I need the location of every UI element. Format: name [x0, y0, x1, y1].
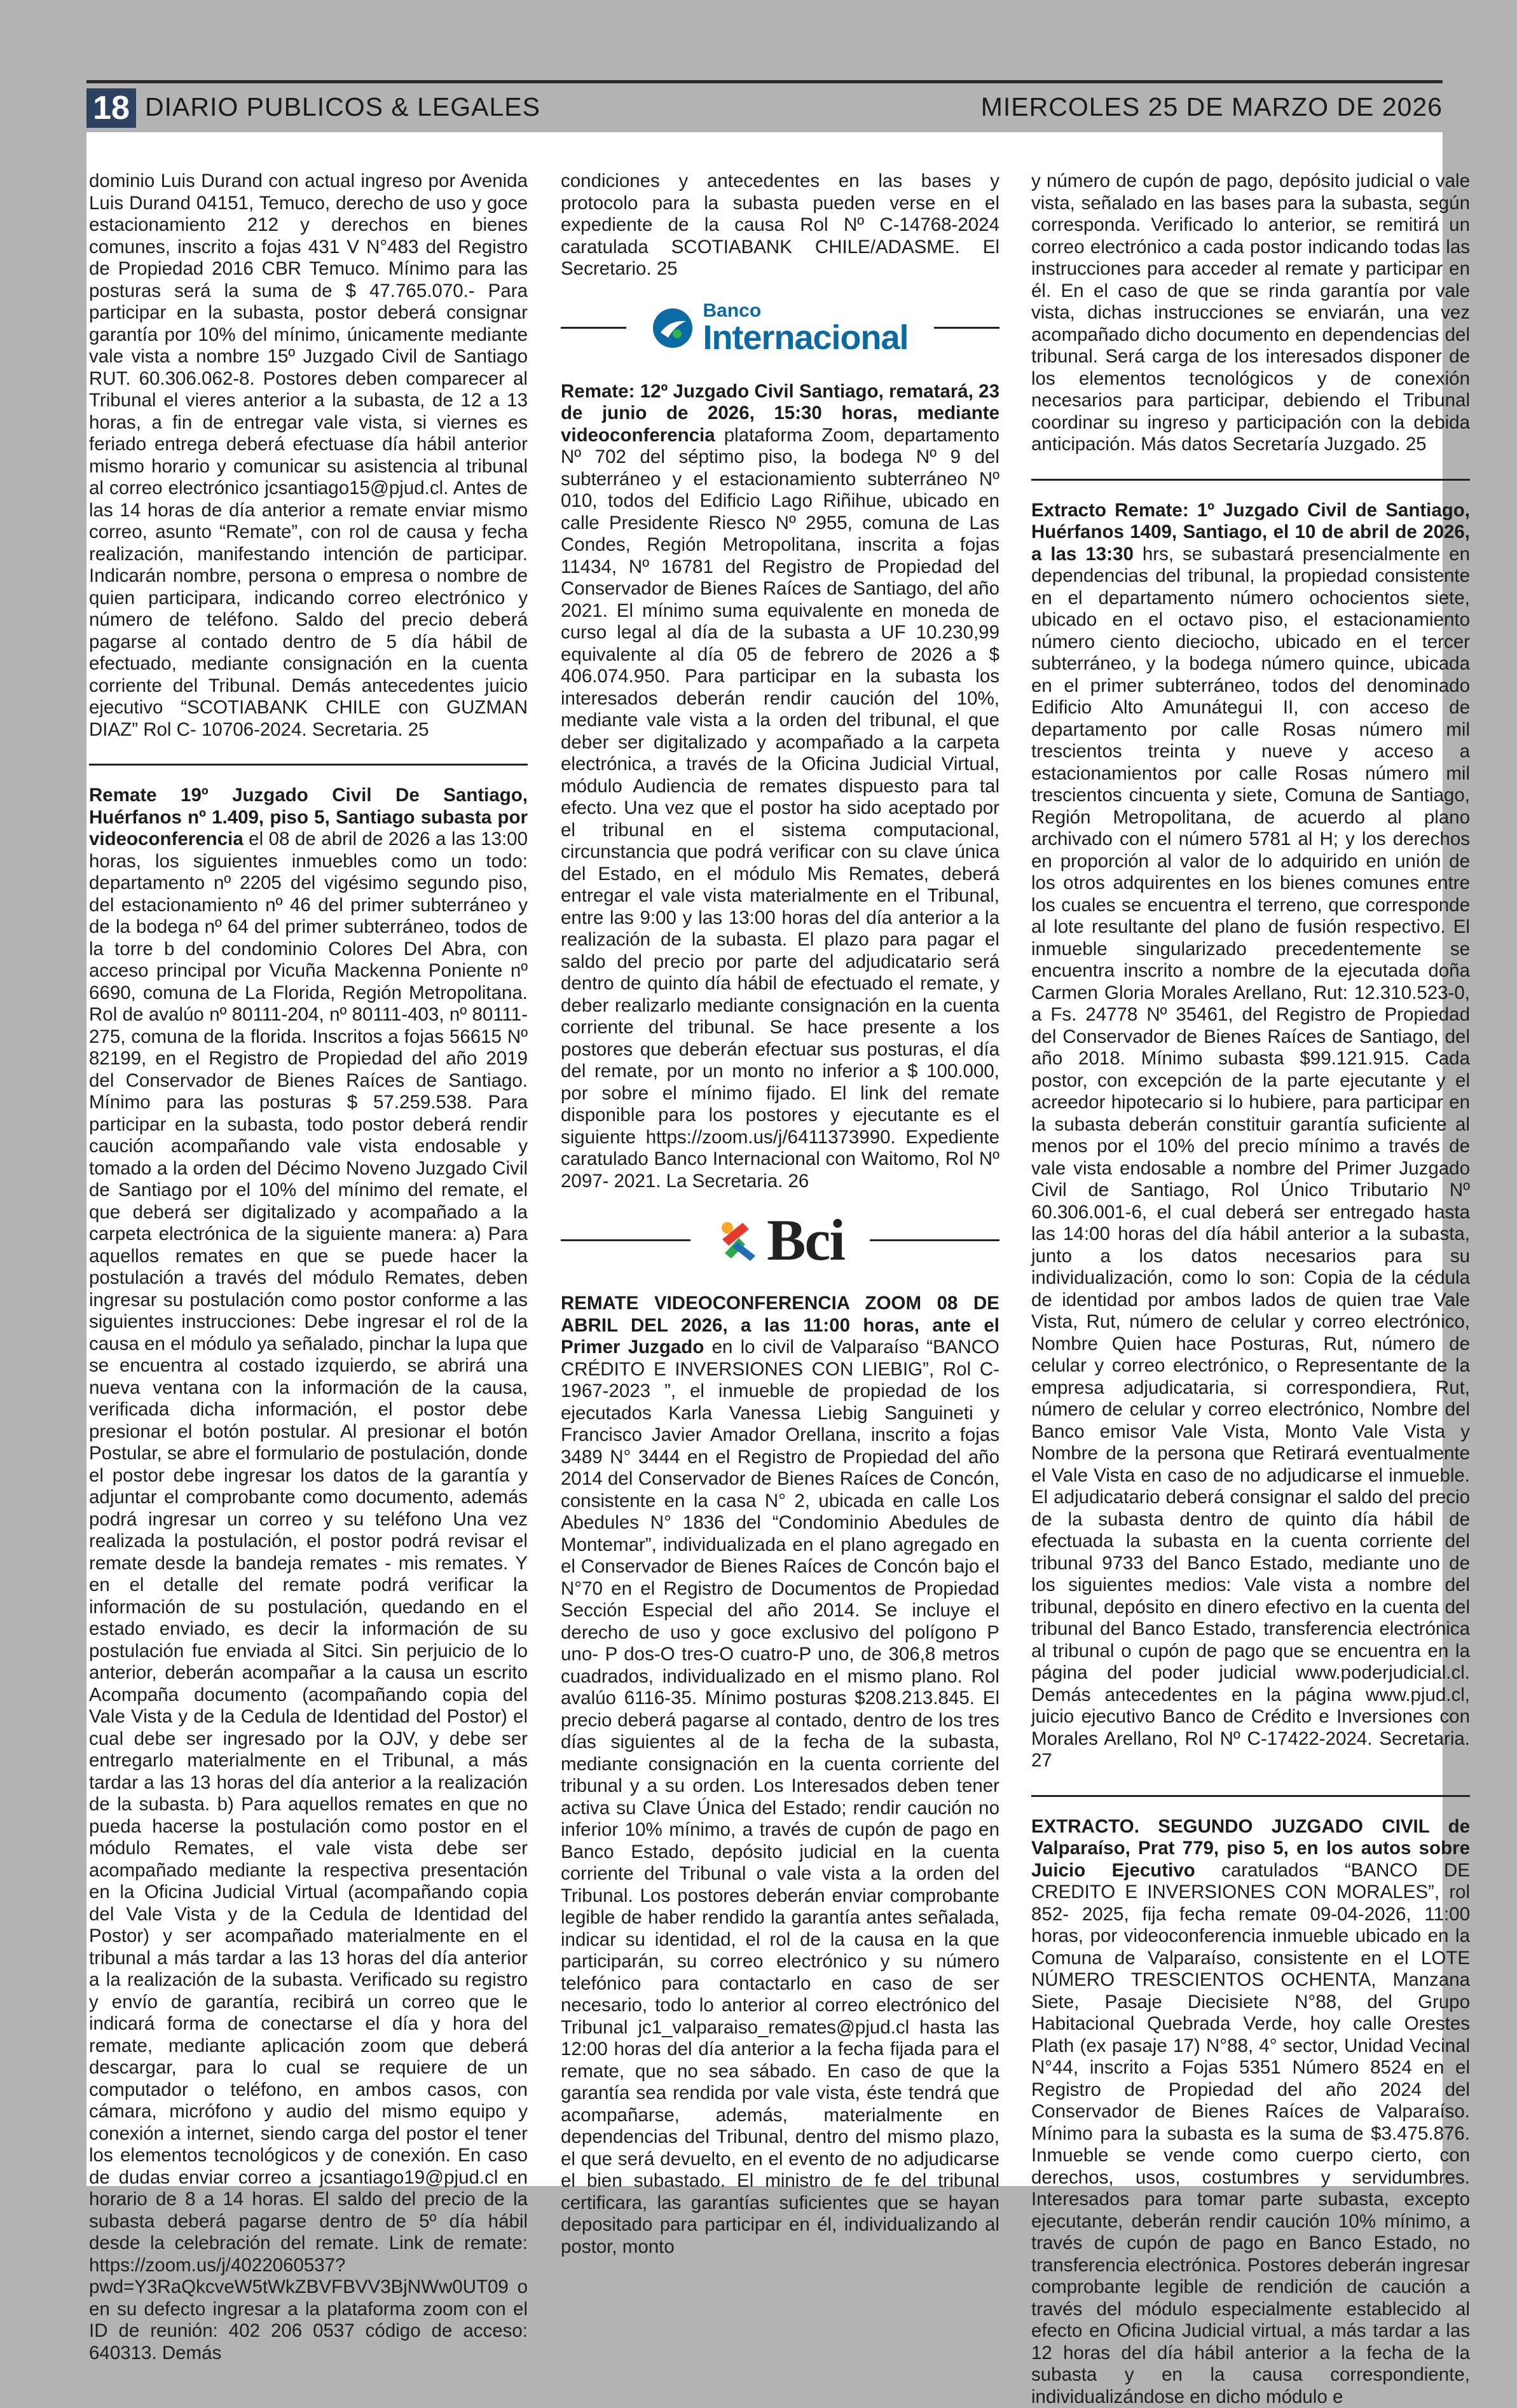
notice-body: en lo civil de Valparaíso “BANCO CRÉDITO E INVERSIONES CON LIEBIG”, Rol C-1967-2023 ”, el inmueble de propiedad de los ejecutados Karla Vanessa Liebig Sanguineti y Francisco Javier Amador Orellana, inscrito a fojas 3489 N° 3444 en el Registro de Propiedad del año 2014 del Conservador de Bienes Raíces de Concón, consistente en la casa N° 2, ubicada en calle Los Abedules N° 1836 del “Condominio Abedules de Montemar”, individualizada en el plano agregado en el Conservador de Bienes Raíces de Concón bajo el N°70 en el Registro de Documentos de Propiedad Sección Especial del año 2014. Se incluye el derecho de uso y goce exclusivo del polígono P uno- P dos-O tres-O cuatro-P uno, de 306,8 metros cuadrados, individualizado en el mismo plano. Rol avalúo 6116-35. Mínimo posturas $208.213.845. El precio deberá pagarse al contado, dentro de los tres días siguientes al de la fecha de la subasta, mediante consignación en la cuenta corriente del tribunal y a su orden. Los Interesados deben tener activa su Clave Única del Estado; rendir caución no inferior 10% mínimo, a través de cupón de pago en Banco Estado, depósito judicial en la cuenta corriente del Tribunal o vale vista a la orden del Tribunal. Los postores deberán enviar comprobante legible de haber rendido la garantía antes señalada, indicar su identidad, el rol de la causa en la que participarán, su correo electrónico y su número telefónico para contactarlo en caso de ser necesario, todo lo anterior al correo electrónico del Tribunal jc1_valparaiso_remates@pjud.cl hasta las 12:00 horas del día anterior a la fecha fijada para el remate, que no sea sábado. En caso de que la garantía sea rendida por vale vista, éste tendrá que acompañarse, además, materialmente en dependencias del Tribunal, dentro del mismo plazo, el que será devuelto, en el evento de no adjudicarse el bien subastado. El ministro de fe del tribunal certificara, las garantías suficientes que se hayan depositado para participar en él, individualizando al postor, monto: [561, 1337, 999, 2257]
bci-logo: [690, 1216, 870, 1263]
notice-body: hrs, se subastará presencialmente en dependencias del tribunal, la propiedad consistente en el departamento número ochocientos siete, ubicado en el octavo piso, el estacionamiento número ciento dieciocho, ubicado en el tercer subterráneo, y la bodega número quince, ubicada en el primer subterráneo, todos del denominado Edificio Alto Amunátegui II, con acceso de departamento por calle Rosas número mil trescientos treinta y nueve y acceso a estacionamientos por calle Rosas número mil trescientos cincuenta y siete, Comuna de Santiago, Región Metropolitana, de acuerdo al plano archivado con el número 5781 al H; y los derechos en proporción al valor de lo adquirido en unión de los otros adquirentes en los bienes comunes entre los cuales se encuentra el terreno, que corresponde al lote resultante del plano de fusión respectivo. El inmueble singularizado precedentemente se encuentra inscrito a nombre de la ejecutada doña Carmen Gloria Morales Arellano, Rut: 12.310.523-0, a Fs. 24778 Nº 35461, del Registro de Propiedad del Conservador de Bienes Raíces de Santiago, del año 2018. Mínimo subasta $99.121.915. Cada postor, con excepción de la parte ejecutante y el acreedor hipotecario si lo hubiere, para participar en la subasta deberán constituir garantía suficiente al menos por el 10% del precio mínimo a través de vale vista endosable a nombre del Primer Juzgado Civil de Santiago, Rol Único Tributario Nº 60.306.001-6, el cual deberá ser entregado hasta las 14:00 horas del día hábil anterior a la subasta, junto a los datos necesarios para su individualización, como lo son: Copia de la cédula de identidad por ambos lados de quien trae Vale Vista, Rut, número de celular y correo electrónico, Nombre Quien hace Posturas, Rut, número de celular y correo electrónico, o Representante de la empresa adjudicataria, si correspondiera, Rut, número de celular y correo electrónico, Nombre del Banco emisor Vale Vista, Monto Vale Vista y Nombre de la persona que Retirará eventualmente el Vale Vista en caso de no adjudicarse el inmueble. El adjudicatario deberá consignar el saldo del precio de la subasta dentro de quinto día hábil de efectuada la subasta en la cuenta corriente del tribunal 9733 del Banco Estado, mediante uno de los siguientes medios: Vale vista a nombre del tribunal, depósito en dinero efectivo en la cuenta del tribunal del Banco Estado, transferencia electrónica al tribunal o cupón de pago que se encuentra en la página del poder judicial www.poderjudicial.cl. Demás antecedentes en la página www.pjud.cl, juicio ejecutivo Banco de Crédito e Inversiones con Morales Arellano, Rol Nº C-17422-2024. Secretaria. 27: [1031, 544, 1470, 1772]
publication-title: DIARIO PUBLICOS & LEGALES: [145, 92, 540, 122]
logo-rule-left: [561, 327, 626, 329]
banco-internacional-emblem-icon: [652, 307, 694, 349]
logo-rule-right: [870, 1239, 999, 1241]
notice-continuation: condiciones y antecedentes en las bases y protocolo para la subasta pueden verse en el expediente de la causa Rol Nº C-14768-2024 caratulada SCOTIABANK CHILE/ADASME. El Secretario. 25: [561, 170, 999, 280]
notice-divider: [89, 764, 528, 766]
notice-body: el 08 de abril de 2026 a las 13:00 horas, los siguientes inmuebles como un todo: departamento nº 2205 del vigésimo segundo piso, del estacionamiento nº 46 del primer subterráneo y de la bodega nº 64 del primer subterráneo, todos de la torre b del condominio Colores Del Abra, con acceso principal por Vicuña Mackenna Poniente nº 6690, comuna de La Florida, Región Metropolitana. Rol de avalúo nº 80111-204, nº 80111-403, nº 80111-275, comuna de la florida. Inscritos a fojas 56615 Nº 82199, en el Registro de Propiedad del año 2019 del Conservador de Bienes Raíces de Santiago. Mínimo para las posturas $ 57.259.538. Para participar en la subasta, todo postor deberá rendir caución acompañando vale vista endosable y tomado a la orden del Décimo Noveno Juzgado Civil de Santiago por el 10% del mínimo del remate, el que deberá ser digitalizado y acompañado a la carpeta electrónica de la siguiente manera: a) Para aquellos remates en que se puede hacer la postulación a través del módulo Remates, deben ingresar su postulación como postor conforme a las siguientes instrucciones: Debe ingresar el rol de la causa en el módulo ya señalado, pinchar la lupa que se encuentra al costado izquierdo, se abrirá una nueva ventana con la información de la causa, verificada dicha información, el postor debe presionar el botón postular. Al presionar el botón Postular, se abre el formulario de postulación, donde el postor debe ingresar los datos de la garantía y adjuntar el comprobante como documento, además podrá ingresar un correo y su teléfono Una vez realizada la postulación, el postor podrá revisar el remate desde la bandeja remates - mis remates. Y en el detalle del remate podrá verificar la información de su postulación, quedando en el estado enviado, es decir la información de su postulación fue enviada al Sitci. Sin perjuicio de lo anterior, deberán acompañar a la causa un escrito Acompaña documento (acompañando copia del Vale Vista y de la Cedula de Identidad del Postor) el cual debe ser ingresado por la OJV, y debe ser entregarlo materialmente en el Tribunal, a más tardar a las 13 horas del día anterior a la realización de la subasta. b) Para aquellos remates en que no pueda hacerse la postulación como postor en el módulo Remates, el vale vista debe ser acompañado mediante la respectiva presentación en la Oficina Judicial Virtual (acompañando copia del Vale Vista y de la Cedula de Identidad del Postor) y ser acompañado materialmente en el tribunal a más tardar a las 13 horas del día anterior a la realización de la subasta. Verificado su registro y envío de garantía, recibirá un correo que le indicará forma de conectarse el día y hora del remate, mediante aplicación zoom que deberá descargar, para lo cual se requiere de un computador o teléfono, en ambos casos, con cámara, micrófono y audio del mismo equipo y conexión a internet, siendo carga del postor el tener los elementos tecnológicos y de conexión. En caso de dudas enviar correo a jcsantiago19@pjud.cl en horario de 8 a 14 horas. El saldo del precio de la subasta deberá pagarse dentro de 5º día hábil desde la celebración del remate. Link de remate: https://zoom.us/j/4022060537?pwd=Y3RaQkcveW5tWkZBVFBVV3BjNWw0UT09 o en su defecto ingresar a la plataforma zoom con el ID de reunión: 402 206 0537 código de acceso: 640313. Demás: [89, 829, 528, 2363]
column-2: [561, 170, 999, 2177]
bci-logo-row: [561, 1205, 999, 1275]
notice-remate-19-juzgado: [89, 785, 528, 2364]
notice-body: plataforma Zoom, departamento Nº 702 del séptimo piso, la bodega Nº 9 del subterráneo y el estacionamiento subterráneo Nº 010, todos del Edificio Lago Riñihue, ubicado en calle Presidente Riesco Nº 2955, comuna de Las Condes, Región Metropolitana, inscrita a fojas 11434, Nº 16781 del Registro de Propiedad del Conservador de Bienes Raíces de Santiago, del año 2021. El mínimo suma equivalente en moneda de curso legal al día de la subasta a UF 10.230,99 equivalente al día 05 de febrero de 2026 a $ 406.074.950. Para participar en la subasta los interesados deberán rendir caución del 10%, mediante vale vista a la orden del tribunal, el que deber ser digitalizado y acompañado a la carpeta electrónica, a través de la Oficina Judicial Virtual, módulo Audiencia de remates dispuesto para tal efecto. Una vez que el postor ha sido aceptado por el tribunal en el sistema computacional, circunstancia que podrá verificar con su clave única del Estado, en el módulo Mis Remates, deberá entregar el vale vista materialmente en el Tribunal, entre las 9:00 y las 13:00 horas del día anterior a la realización de la subasta. El plazo para pagar el saldo del precio por parte del adjudicatario será dentro de quinto día hábil de efectuado el remate, y deber realizarlo mediante consignación en la cuenta corriente del tribunal. Se hace presente a los postores que deberán efectuar sus posturas, el día del remate, por un monto no inferior a $ 100.000, por sobre el mínimo fijado. El link del remate disponible para los postores y ejecutante es el siguiente https://zoom.us/j/6411373990. Expediente caratulado Banco Internacional con Waitomo, Rol Nº 2097- 2021. La Secretaria. 26: [561, 425, 999, 1192]
logo-text-banco: Banco: [703, 301, 908, 320]
banco-internacional-logo: [626, 301, 933, 355]
logo-rule-right: [934, 327, 999, 329]
page-header: [86, 80, 1443, 125]
notice-heading: Remate 19º Juzgado Civil De Santiago, Huérfanos nº 1.409, piso 5, Santiago subasta por videoconferencia: [89, 785, 528, 850]
notice-divider: [1031, 479, 1470, 481]
column-1: [89, 170, 528, 2177]
issue-date: MIERCOLES 25 DE MARZO DE 2026: [981, 92, 1443, 122]
logo-text-bci: Bci: [767, 1229, 844, 1251]
notice-heading: Extracto Remate: 1º Juzgado Civil de Santiago, Huérfanos 1409, Santiago, el 10 de abril de 2026, a las 13:30: [1031, 500, 1470, 565]
notice-heading: REMATE VIDEOCONFERENCIA ZOOM 08 DE ABRIL DEL 2026, a las 11:00 horas, ante el Primer Juzgado: [561, 1293, 999, 1358]
notice-continuation: y número de cupón de pago, depósito judicial o vale vista, señalado en las bases para la subasta, según corresponda. Verificado lo anterior, se remitirá un correo electrónico a cada postor indicando todas las instrucciones para acceder al remate y participar en él. En el caso de que se rinda garantía por vale vista, dichas instrucciones se enviarán, una vez acompañado dicho documento en dependencias del tribunal. Será carga de los interesados disponer de los elementos tecnológicos y de conexión necesarios para participar, debiendo el Tribunal coordinar su ingreso y participación con la debida anticipación. Más datos Secretaría Juzgado. 25: [1031, 170, 1470, 456]
notice-heading: Remate: 12º Juzgado Civil Santiago, rematará, 23 de junio de 2026, 15:30 horas, mediante videoconferencia: [561, 381, 999, 446]
notice-extracto-segundo-juzgado: [1031, 1816, 1470, 2408]
logo-text-internacional: Internacional: [703, 320, 908, 355]
bci-emblem-icon: [716, 1216, 763, 1263]
notice-continuation: dominio Luis Durand con actual ingreso por Avenida Luis Durand 04151, Temuco, derecho de uso y goce estacionamiento 212 y derechos en bienes comunes, inscrito a fojas 431 V N°483 del Registro de Propiedad 2016 CBR Temuco. Mínimo para las posturas será la suma de $ 47.765.070.- Para participar en la subasta, postor deberá consignar garantía por 10% del mínimo, únicamente mediante vale vista a nombre 15º Juzgado Civil de Santiago RUT. 60.306.062-8. Postores deben comparecer al Tribunal el vieres anterior a la subasta, de 12 a 13 horas, a fin de entregar vale vista, si viernes es feriado entrega deberá efectuase día hábil anterior mismo horario y comunicar su asistencia al tribunal al correo electrónico jcsantiago15@pjud.cl. Antes de las 14 horas de día anterior a remate enviar mismo correo, asunto “Remate”, con rol de causa y fecha realización, manifestando intención de participar. Indicarán nombre, persona o empresa o nombre de quien participara, indicando correo electrónico y número de teléfono. Saldo del precio deberá pagarse al contado dentro de 5 día hábil de efectuado, mediante consignación en la cuenta corriente del Tribunal. Demás antecedentes juicio ejecutivo “SCOTIABANK CHILE con GUZMAN DIAZ” Rol C- 10706-2024. Secretaria. 25: [89, 170, 528, 741]
notice-remate-videoconferencia: [561, 1293, 999, 2258]
notice-extracto-1-juzgado: [1031, 500, 1470, 1772]
notice-body: caratulados “BANCO DE CREDITO E INVERSIONES CON MORALES”, rol 852- 2025, fija fecha remate 09-04-2026, 11:00 horas, por videoconferencia inmueble ubicado en la Comuna de Valparaíso, consistente en el LOTE NÚMERO TRESCIENTOS OCHENTA, Manzana Siete, Pasaje Diecisiete N°88, del Grupo Habitacional Quebrada Verde, hoy calle Orestes Plath (ex pasaje 17) N°88, 4° sector, Unidad Vecinal N°44, inscrito a Fojas 5351 Número 8524 en el Registro de Propiedad del año 2024 del Conservador de Bienes Raíces de Valparaíso. Mínimo para la subasta es la suma de $3.475.876. Inmueble se vende como cuerpo cierto, con derechos, usos, costumbres y servidumbres. Interesados para tomar parte subasta, excepto ejecutante, deberán rendir caución 10% mínimo, a través de cupón de pago en Banco Estado, no transferencia electrónica. Postores deberán ingresar comprobante legible de rendición de caución a través del módulo especialmente establecido al efecto en Oficina Judicial virtual, a más tardar a las 12 horas del día hábil anterior a la fecha de la subasta y en la causa correspondiente, individualizándose en dicho módulo e: [1031, 1860, 1470, 2407]
notice-divider: [1031, 1795, 1470, 1797]
notice-remate-12-juzgado: [561, 381, 999, 1193]
logo-rule-left: [561, 1239, 690, 1241]
banco-internacional-logo-row: [561, 293, 999, 363]
column-3: [1031, 170, 1470, 2177]
page-number: 18: [86, 88, 136, 128]
notice-heading: EXTRACTO. SEGUNDO JUZGADO CIVIL de Valparaíso, Prat 779, piso 5, en los autos sobre Juicio Ejecutivo: [1031, 1816, 1470, 1881]
